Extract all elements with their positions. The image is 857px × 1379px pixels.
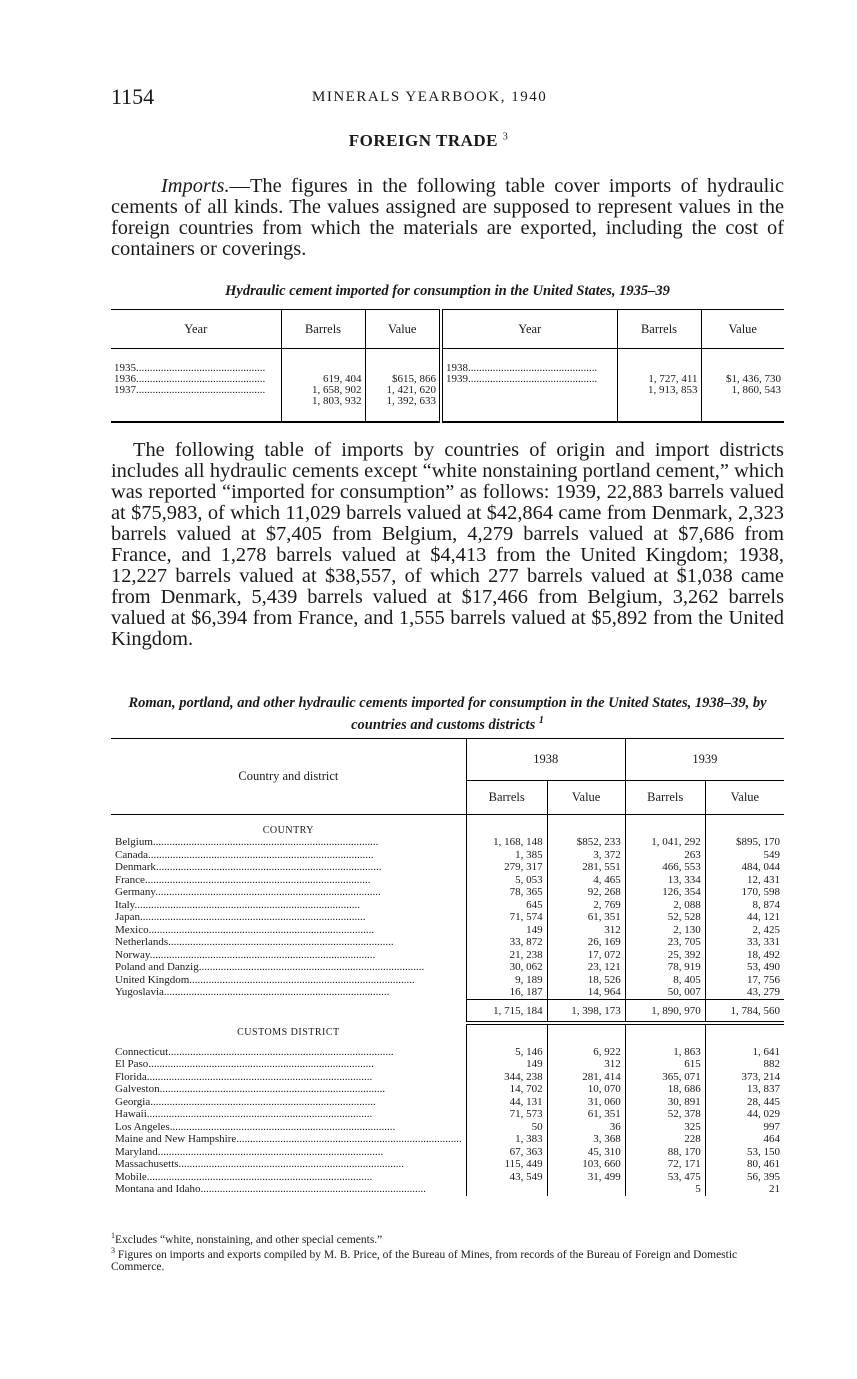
country-row-b39: 50, 007 [625, 986, 705, 999]
district-row-name: Maine and New Hampshire.................................................................................. [115, 1133, 462, 1145]
country-section-heading-spacer [466, 815, 547, 837]
country-row-v38: 26, 169 [547, 936, 625, 949]
country-row-b38: 78, 365 [466, 886, 547, 899]
district-row-v39: 997 [705, 1121, 784, 1134]
country-row-b38: 16, 187 [466, 986, 547, 999]
district-row-b39: 615 [625, 1058, 705, 1071]
district-row-name: Los Angeles.................................................................................. [115, 1120, 396, 1133]
district-row [111, 1133, 784, 1146]
total-b39: 1, 890, 970 [625, 999, 705, 1023]
year-1936: 1936............................................... [114, 374, 266, 385]
totals-row [111, 999, 784, 1023]
district-row-v38: 31, 060 [547, 1096, 625, 1109]
district-row-label: Mobile [115, 1170, 147, 1183]
country-row-b38: 21, 238 [466, 949, 547, 962]
district-section-heading-spacer [625, 1023, 705, 1038]
country-row-b39: 2, 088 [625, 899, 705, 912]
district-row-v38: 31, 499 [547, 1171, 625, 1184]
district-row-b38: 115, 449 [466, 1158, 547, 1171]
spacer-cell [547, 1038, 625, 1046]
country-row-b39: 23, 705 [625, 936, 705, 949]
country-row-b39: 466, 553 [625, 861, 705, 874]
district-row-v39: 28, 445 [705, 1096, 784, 1109]
district-row-v39: 373, 214 [705, 1071, 784, 1084]
section-title [0, 131, 857, 151]
district-row-b38: 14, 702 [466, 1083, 547, 1096]
country-row-b38: 1, 385 [466, 849, 547, 862]
country-row-name: Denmark.................................................................................. [115, 861, 382, 873]
country-row [111, 849, 784, 862]
district-row-label: El Paso [115, 1058, 149, 1070]
district-row-b38: 149 [466, 1058, 547, 1071]
country-row-v38: 3, 372 [547, 849, 625, 862]
country-row-v39: 484, 044 [705, 861, 784, 874]
district-section-heading-spacer [705, 1023, 784, 1038]
district-row-label: Florida [115, 1070, 147, 1083]
col-value-right: Value [701, 310, 784, 349]
totals-spacer [111, 999, 466, 1023]
country-row-v38: 14, 964 [547, 986, 625, 999]
imports-paragraph [111, 176, 784, 260]
district-row-name: Galveston.................................................................................. [115, 1083, 386, 1095]
country-row-b38: 71, 574 [466, 911, 547, 924]
district-row [111, 1096, 784, 1109]
col-value: Value [365, 310, 441, 349]
district-row-b38: 44, 131 [466, 1096, 547, 1109]
district-row-label: Georgia [115, 1095, 151, 1108]
country-row-v39: 12, 431 [705, 874, 784, 887]
district-row-b39: 5 [625, 1183, 705, 1196]
country-row-v38: 2, 769 [547, 899, 625, 912]
district-row-v38: 10, 070 [547, 1083, 625, 1096]
country-row [111, 911, 784, 924]
country-row-v38: 4, 465 [547, 874, 625, 887]
country-row-v39: 53, 490 [705, 961, 784, 974]
country-row [111, 949, 784, 962]
year-1935: 1935............................................... [114, 363, 266, 374]
summary-table-body [111, 349, 784, 423]
imports-by-country-table [111, 738, 784, 1196]
country-row-v38: 23, 121 [547, 961, 625, 974]
imports-detail-paragraph: The following table of imports by countries of origin and import districts includes all hydraulic cements except “white nonstaining portland cement,” which was reported “imported for consumption” as follows: 1939, 22,883 barrels valued at $75,983, of which 11,029 barrels valued at $42,864 came from Denmark, 2,323 barrels valued at $7,405 from Belgium, 4,279 barrels valued at $7,686 from France, and 1,278 barrels valued at $4,413 from the United Kingdom; 1938, 12,227 barrels valued at $38,557, of which 277 barrels valued at $1,038 came from Denmark, 5,439 barrels valued at $17,466 from Belgium, 3,262 barrels valued at $6,394 from France, and 1,555 barrels valued at $5,892 from the United Kingdom. [111, 439, 784, 650]
district-row-label: Connecticut [115, 1045, 169, 1058]
country-row-label: Mexico [115, 923, 149, 936]
district-row-v38: 281, 414 [547, 1071, 625, 1084]
country-row-name: Belgium.................................................................................. [115, 836, 379, 848]
col-year: Year [111, 310, 281, 349]
district-row [111, 1146, 784, 1159]
footnote-3: $^3$ Figures on imports and exports compiled by M. B. Price, of the Bureau of Mines, from records of the Bureau of Foreign and Domestic Commerce. [111, 1246, 738, 1273]
col-barrels-1939: Barrels [625, 781, 705, 815]
country-row-name: Canada.................................................................................. [115, 848, 374, 861]
country-row-label: Yugoslavia [115, 986, 164, 999]
country-row-v39: 8, 874 [705, 899, 784, 912]
district-row-name: Georgia.................................................................................. [115, 1095, 376, 1108]
country-row [111, 874, 784, 887]
country-row-v39: 44, 121 [705, 911, 784, 924]
country-row-label: Norway [115, 948, 150, 961]
imports-text: —The figures in the following table cover imports of hydraulic cements of all kinds. The values assigned are supposed to represent values in the foreign countries from which the materials are exported, including the cost of containers or coverings. [111, 175, 784, 260]
country-row [111, 836, 784, 849]
total-v39: 1, 784, 560 [705, 999, 784, 1023]
country-row-name: Italy.................................................................................. [115, 898, 360, 911]
col-barrels-1938: Barrels [466, 781, 547, 815]
summary-left-barrels: 619, 404 1, 658, 902 1, 803, 932 [281, 349, 365, 423]
district-row-name: Mobile.................................................................................. [115, 1170, 373, 1183]
table1-caption: Hydraulic cement imported for consumption in the United States, 1935–39 [225, 283, 670, 299]
district-row-v38: 3, 368 [547, 1133, 625, 1146]
country-row-v39: 2, 425 [705, 924, 784, 937]
district-row [111, 1121, 784, 1134]
district-row-name: Connecticut.................................................................................. [115, 1045, 394, 1058]
district-row-v39: 882 [705, 1058, 784, 1071]
district-row-b39: 325 [625, 1121, 705, 1134]
section-title-footnote-ref: 3 [502, 131, 509, 143]
district-spacer [111, 1038, 784, 1046]
spacer-cell [705, 1038, 784, 1046]
country-row-b39: 52, 528 [625, 911, 705, 924]
country-row-v38: 312 [547, 924, 625, 937]
district-row-b39: 1, 863 [625, 1046, 705, 1059]
district-row [111, 1158, 784, 1171]
country-row-name: Germany.................................................................................. [115, 886, 381, 898]
total-v38: 1, 398, 173 [547, 999, 625, 1023]
table2-caption-text: Roman, portland, and other hydraulic cements imported for consumption in the United States, 1938–39, by countries and customs districts [128, 695, 767, 733]
district-row-b38: 5, 146 [466, 1046, 547, 1059]
country-row-label: Poland and Danzig [115, 961, 199, 973]
district-row-v39: 53, 150 [705, 1146, 784, 1159]
footnote-1: $^1$Excludes “white, nonstaining, and other special cements.” [111, 1231, 383, 1246]
country-row-v38: 281, 551 [547, 861, 625, 874]
district-row-b39: 18, 686 [625, 1083, 705, 1096]
country-row-v38: 61, 351 [547, 911, 625, 924]
col-year-right: Year [441, 310, 617, 349]
district-row-v38: 103, 660 [547, 1158, 625, 1171]
country-row-b39: 2, 130 [625, 924, 705, 937]
country-row-label: Canada [115, 848, 148, 861]
district-row-name: El Paso.................................................................................. [115, 1058, 374, 1070]
country-row-name: Norway.................................................................................. [115, 948, 376, 961]
district-row-v39: 44, 029 [705, 1108, 784, 1121]
country-row-v38: $852, 233 [547, 836, 625, 849]
district-row-b38: 50 [466, 1121, 547, 1134]
country-row-label: Denmark [115, 861, 156, 873]
country-row-v39: 549 [705, 849, 784, 862]
col-year-1938: 1938 [466, 739, 625, 781]
country-row-label: Italy [115, 898, 135, 911]
country-row-v39: 170, 598 [705, 886, 784, 899]
country-row [111, 924, 784, 937]
summary-table-header [111, 310, 784, 349]
district-row-v39: 1, 641 [705, 1046, 784, 1059]
district-row [111, 1171, 784, 1184]
col-barrels: Barrels [281, 310, 365, 349]
district-row-v38: 61, 351 [547, 1108, 625, 1121]
district-row-b39: 53, 475 [625, 1171, 705, 1184]
country-row-b39: 263 [625, 849, 705, 862]
country-row [111, 936, 784, 949]
country-row-name: Japan.................................................................................. [115, 911, 366, 923]
country-row-b39: 13, 334 [625, 874, 705, 887]
summary-table [111, 309, 784, 423]
country-row-label: Belgium [115, 836, 153, 848]
summary-left-years [111, 349, 281, 423]
district-section-heading-spacer [466, 1023, 547, 1038]
country-section-heading-spacer [547, 815, 625, 837]
district-row-b38: 1, 383 [466, 1133, 547, 1146]
district-row-v38: 312 [547, 1058, 625, 1071]
year-1937: 1937............................................... [114, 385, 266, 396]
district-row-v38: 45, 310 [547, 1146, 625, 1159]
country-row-name: Netherlands.................................................................................. [115, 936, 394, 948]
district-row [111, 1183, 784, 1196]
district-section-heading [111, 1023, 784, 1038]
col-value-1939: Value [705, 781, 784, 815]
district-row-name: Maryland.................................................................................. [115, 1145, 384, 1158]
country-row-b38: 5, 053 [466, 874, 547, 887]
section-title-text: FOREIGN TRADE [348, 131, 499, 150]
district-row-b38: 43, 549 [466, 1171, 547, 1184]
district-row-label: Montana and Idaho [115, 1183, 201, 1195]
country-row-label: United Kingdom [115, 973, 190, 986]
district-row [111, 1058, 784, 1071]
country-row [111, 886, 784, 899]
district-row-b39: 52, 378 [625, 1108, 705, 1121]
district-row-name: Florida.................................................................................. [115, 1070, 373, 1083]
running-title: MINERALS YEARBOOK, 1940 [312, 89, 548, 105]
spacer-cell [466, 1038, 547, 1046]
district-row-b39: 365, 071 [625, 1071, 705, 1084]
table2-caption [111, 695, 784, 734]
country-row-name: Poland and Danzig.................................................................................. [115, 961, 425, 973]
country-row-v39: 18, 492 [705, 949, 784, 962]
imports-lead: Imports. [161, 175, 230, 197]
country-row-v38: 92, 268 [547, 886, 625, 899]
country-row-b39: 1, 041, 292 [625, 836, 705, 849]
district-row-name: Massachusetts.................................................................................. [115, 1158, 405, 1170]
country-section-heading-spacer [625, 815, 705, 837]
spacer-cell [625, 1038, 705, 1046]
country-row-label: Netherlands [115, 936, 169, 948]
country-row-v38: 17, 072 [547, 949, 625, 962]
district-section-heading-spacer [547, 1023, 625, 1038]
country-row-b38: 33, 872 [466, 936, 547, 949]
col-barrels-right: Barrels [617, 310, 701, 349]
year-1938: 1938............................................... [446, 363, 598, 374]
country-section-heading-label: COUNTRY [262, 825, 315, 836]
district-row [111, 1083, 784, 1096]
district-row-label: Galveston [115, 1083, 160, 1095]
district-row-v39: 13, 837 [705, 1083, 784, 1096]
district-row-v38 [547, 1183, 625, 1196]
district-row-label: Hawaii [115, 1108, 147, 1120]
imports-by-country-body [111, 815, 784, 1196]
district-row-label: Los Angeles [115, 1120, 170, 1133]
country-row-b38: 30, 062 [466, 961, 547, 974]
district-row-v38: 36 [547, 1121, 625, 1134]
country-row-name: United Kingdom.................................................................................. [115, 973, 415, 986]
col-year-1939: 1939 [625, 739, 784, 781]
summary-right-barrels: 1, 727, 411 1, 913, 853 [617, 349, 701, 423]
country-row-b38: 645 [466, 899, 547, 912]
district-row-v39: 56, 395 [705, 1171, 784, 1184]
district-row-b39: 30, 891 [625, 1096, 705, 1109]
country-row-v39: $895, 170 [705, 836, 784, 849]
spacer-cell [111, 1038, 466, 1046]
country-row-b38: 279, 317 [466, 861, 547, 874]
district-section-heading-label: CUSTOMS DISTRICT [237, 1026, 340, 1038]
country-row [111, 974, 784, 987]
district-row-v39: 21 [705, 1183, 784, 1196]
district-row-b39: 72, 171 [625, 1158, 705, 1171]
district-row-b38: 344, 238 [466, 1071, 547, 1084]
country-row-b39: 8, 405 [625, 974, 705, 987]
district-row-label: Maine and New Hampshire [115, 1133, 237, 1145]
district-row-b38: 67, 363 [466, 1146, 547, 1159]
table2-caption-ref: 1 [538, 715, 544, 726]
col-country-district: Country and district [111, 739, 466, 815]
country-row-name: Yugoslavia.................................................................................. [115, 986, 390, 999]
summary-left-values: $615, 866 1, 421, 620 1, 392, 633 [365, 349, 441, 423]
district-row-v38: 6, 922 [547, 1046, 625, 1059]
country-row [111, 899, 784, 912]
year-1939: 1939............................................... [446, 374, 598, 385]
district-row-name: Montana and Idaho.................................................................................. [115, 1183, 427, 1195]
country-row-b39: 126, 354 [625, 886, 705, 899]
country-row-label: Japan [115, 911, 141, 923]
district-row-b39: 228 [625, 1133, 705, 1146]
country-row-label: Germany [115, 886, 156, 898]
district-row-name: Hawaii.................................................................................. [115, 1108, 373, 1120]
country-row-v39: 17, 756 [705, 974, 784, 987]
district-row-b38 [466, 1183, 547, 1196]
country-row [111, 861, 784, 874]
district-row [111, 1108, 784, 1121]
country-row-v39: 43, 279 [705, 986, 784, 999]
total-b38: 1, 715, 184 [466, 999, 547, 1023]
country-row-b39: 78, 919 [625, 961, 705, 974]
country-row [111, 961, 784, 974]
country-row-v39: 33, 331 [705, 936, 784, 949]
district-row-b39: 88, 170 [625, 1146, 705, 1159]
country-row-b38: 149 [466, 924, 547, 937]
district-row-b38: 71, 573 [466, 1108, 547, 1121]
district-row-label: Maryland [115, 1145, 158, 1158]
district-row-label: Massachusetts [115, 1158, 179, 1170]
district-row [111, 1071, 784, 1084]
col-value-1938: Value [547, 781, 625, 815]
page-number: 1154 [111, 84, 155, 109]
district-row-v39: 80, 461 [705, 1158, 784, 1171]
country-row-name: Mexico.................................................................................. [115, 923, 375, 936]
country-row-b38: 9, 189 [466, 974, 547, 987]
country-row-name: France.................................................................................. [115, 873, 371, 886]
country-section-heading-spacer [705, 815, 784, 837]
country-row-b38: 1, 168, 148 [466, 836, 547, 849]
country-row-label: France [115, 873, 145, 886]
district-row-v39: 464 [705, 1133, 784, 1146]
summary-right-values: $1, 436, 730 1, 860, 543 [701, 349, 784, 423]
summary-right-years [441, 349, 617, 423]
district-row [111, 1046, 784, 1059]
country-row [111, 986, 784, 999]
country-section-heading [111, 815, 784, 837]
country-row-b39: 25, 392 [625, 949, 705, 962]
country-row-v38: 18, 526 [547, 974, 625, 987]
